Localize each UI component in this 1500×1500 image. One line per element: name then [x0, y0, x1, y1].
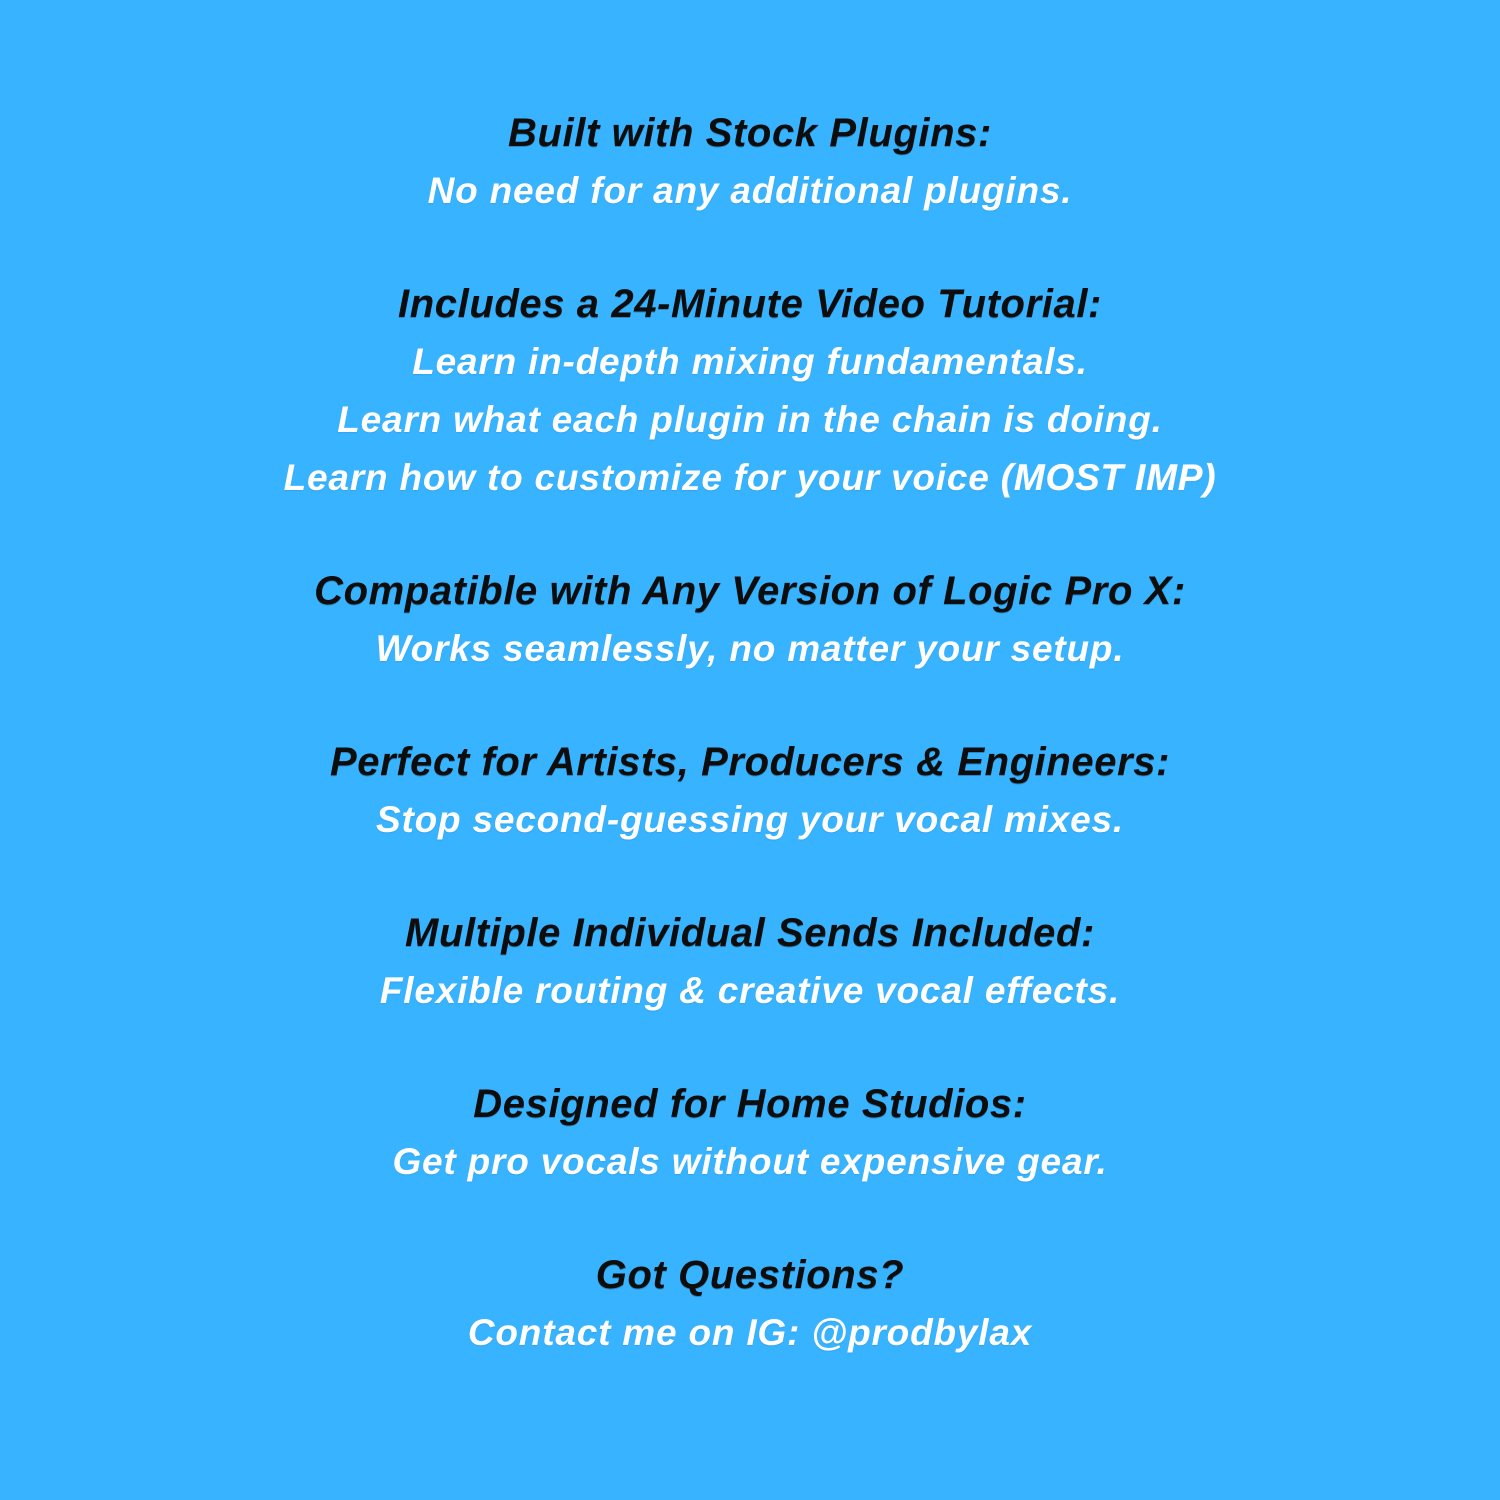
section-line: Stop second-guessing your vocal mixes.	[376, 799, 1124, 840]
section-line: Learn what each plugin in the chain is doing.	[337, 399, 1163, 440]
section-line: No need for any additional plugins.	[427, 170, 1073, 211]
section-line: Works seamlessly, no matter your setup.	[375, 628, 1125, 669]
section-compatibility	[0, 562, 1500, 678]
section-heading: Includes a 24-Minute Video Tutorial:	[398, 282, 1102, 326]
section-line: Flexible routing & creative vocal effects.	[379, 970, 1121, 1011]
section-stock-plugins	[0, 104, 1500, 220]
section-heading: Compatible with Any Version of Logic Pro X:	[314, 569, 1186, 613]
section-contact	[0, 1246, 1500, 1362]
line-prefix: Learn how to customize for your voice	[283, 457, 1001, 498]
section-line: Get pro vocals without expensive gear.	[392, 1141, 1108, 1182]
section-heading: Got Questions?	[595, 1253, 905, 1297]
section-line-with-emphasis	[0, 449, 1500, 507]
section-video-tutorial	[0, 275, 1500, 507]
section-heading: Built with Stock Plugins:	[508, 111, 992, 155]
section-home-studios	[0, 1075, 1500, 1191]
contact-handle-line: Contact me on IG: @prodbylax	[467, 1312, 1033, 1353]
line-emphasis: (MOST IMP)	[1000, 457, 1217, 498]
section-line: Learn in-depth mixing fundamentals.	[412, 341, 1088, 382]
section-heading: Designed for Home Studios:	[473, 1082, 1027, 1126]
section-heading: Perfect for Artists, Producers & Engineers:	[329, 740, 1171, 784]
section-audience	[0, 733, 1500, 849]
section-heading: Multiple Individual Sends Included:	[405, 911, 1095, 955]
section-sends	[0, 904, 1500, 1020]
